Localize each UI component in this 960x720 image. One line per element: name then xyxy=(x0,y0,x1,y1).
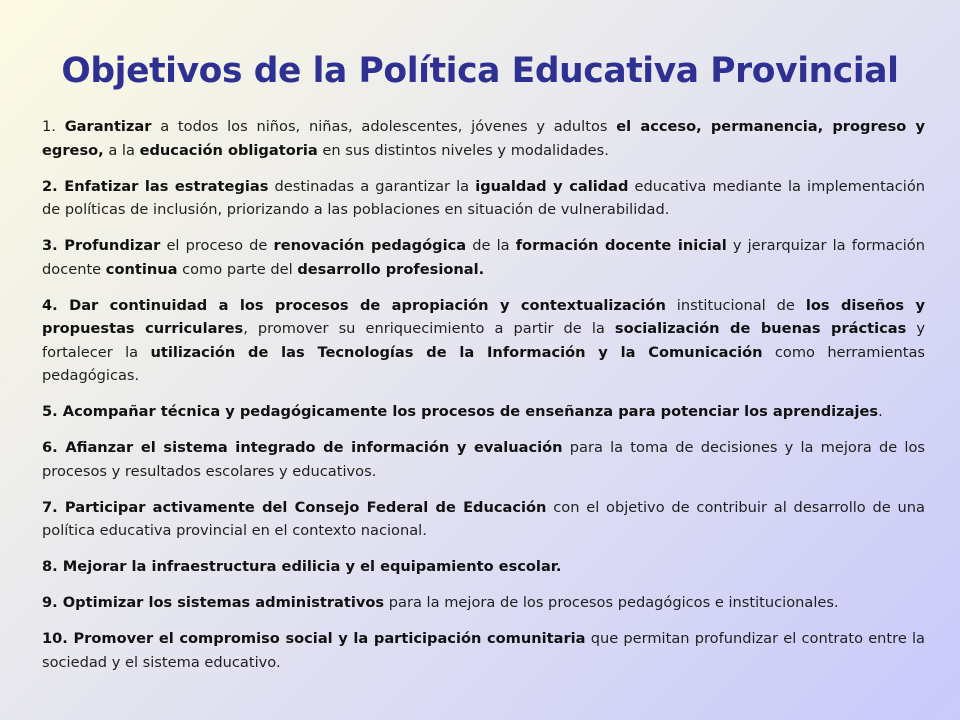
objective-emphasis: 10. Promover el compromiso social y la participación comunitaria xyxy=(42,630,586,647)
objective-emphasis: 3. Profundizar xyxy=(42,237,161,254)
objective-text: educativa mediante la implementación de políticas de inclusión, priorizando a las poblaciones en situación de vulnerabilidad. xyxy=(42,177,925,218)
objective-emphasis: socialización de buenas prácticas xyxy=(614,320,907,337)
objective-item xyxy=(42,496,925,543)
objective-item xyxy=(42,400,925,424)
objective-text: y jerarquizar la formación docente xyxy=(42,237,925,278)
objective-text: en sus distintos niveles y modalidades. xyxy=(317,141,609,159)
objective-text: 1. xyxy=(42,118,65,135)
objective-text: institucional de xyxy=(665,296,806,314)
objective-text: , promover su enriquecimiento a partir de la xyxy=(243,320,615,337)
objective-emphasis: el acceso, permanencia, progreso y egreso, xyxy=(42,118,925,159)
objective-emphasis: 2. Enfatizar las estrategias xyxy=(42,177,269,195)
objective-item xyxy=(42,436,925,483)
objective-emphasis: desarrollo profesional. xyxy=(297,260,485,278)
objective-text: y fortalecer la xyxy=(42,320,925,361)
objective-text: que permitan profundizar el contrato entre la sociedad y el sistema educativo. xyxy=(42,630,925,671)
objective-text: . xyxy=(878,403,883,420)
objectives-list xyxy=(42,115,925,687)
objective-item xyxy=(42,175,925,222)
objective-item xyxy=(42,294,925,388)
objective-text: con el objetivo de contribuir al desarrollo de una política educativa provincial en el contexto nacional. xyxy=(42,498,925,539)
objective-text: destinadas a garantizar la xyxy=(268,177,476,195)
objective-text: a todos los niños, niñas, adolescentes, jóvenes y adultos xyxy=(151,118,617,135)
objective-emphasis: continua xyxy=(105,260,178,278)
objective-emphasis: 6. Afianzar el sistema integrado de información y evaluación xyxy=(42,439,563,456)
objective-text: como herramientas pedagógicas. xyxy=(42,343,925,384)
objective-emphasis: renovación pedagógica xyxy=(273,237,467,254)
objective-item xyxy=(42,115,925,162)
objective-emphasis: Garantizar xyxy=(64,118,152,135)
objective-emphasis: 7. Participar activamente del Consejo Federal de Educación xyxy=(42,498,547,516)
slide-title: Objetivos de la Política Educativa Provincial xyxy=(61,51,899,92)
objective-emphasis: 4. Dar continuidad a los procesos de apropiación y contextualización xyxy=(42,296,666,314)
objective-text: el proceso de xyxy=(160,237,274,254)
objective-item xyxy=(42,234,925,281)
objective-emphasis: los diseños y propuestas curriculares xyxy=(42,296,925,337)
objective-emphasis: 9. Optimizar los sistemas administrativos xyxy=(42,594,385,611)
objective-text: para la toma de decisiones y la mejora de los procesos y resultados escolares y educativos. xyxy=(42,439,925,480)
objective-text: como parte del xyxy=(177,260,298,278)
objective-emphasis: utilización de las Tecnologías de la Información y la Comunicación xyxy=(150,343,763,361)
objective-emphasis: formación docente inicial xyxy=(515,237,727,254)
objective-item xyxy=(42,591,925,615)
objective-item xyxy=(42,555,925,579)
objective-item xyxy=(42,627,925,674)
objective-text: a la xyxy=(103,141,140,159)
objective-emphasis: igualdad y calidad xyxy=(475,177,629,195)
objective-emphasis: educación obligatoria xyxy=(139,141,318,159)
objective-emphasis: 8. Mejorar la infraestructura edilicia y el equipamiento escolar. xyxy=(42,558,562,575)
objective-emphasis: 5. Acompañar técnica y pedagógicamente los procesos de enseñanza para potenciar los aprendizajes xyxy=(42,403,879,420)
objective-text: para la mejora de los procesos pedagógicos e institucionales. xyxy=(384,594,839,611)
objective-text: de la xyxy=(466,237,516,254)
